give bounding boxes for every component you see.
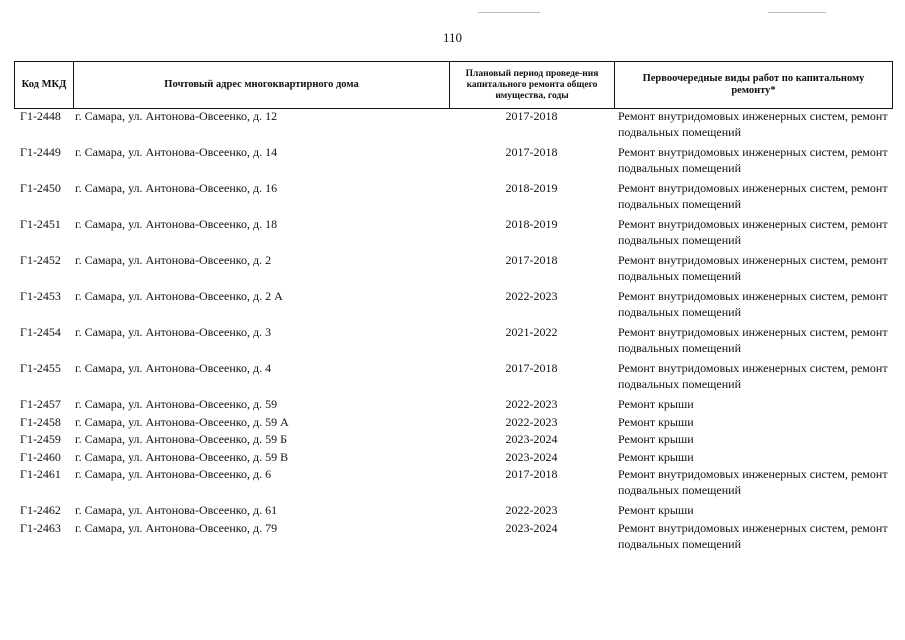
row-address: г. Самара, ул. Антонова-Овсеенко, д. 61 (75, 503, 278, 517)
row-period: 2017-2018 (505, 361, 558, 375)
row-period: 2023-2024 (505, 432, 558, 446)
page-number: 110 (442, 30, 463, 45)
row-period: 2017-2018 (505, 467, 558, 481)
row-period: 2017-2018 (505, 145, 558, 159)
table-row (14, 180, 893, 216)
table-row (14, 324, 893, 360)
row-code: Г1-2455 (20, 361, 61, 375)
row-code: Г1-2463 (20, 520, 61, 535)
row-code: Г1-2461 (20, 467, 61, 481)
row-works: Ремонт внутридомовых инженерных систем, ремонт подвальных помещений (618, 467, 888, 497)
row-code: Г1-2452 (20, 253, 61, 267)
row-period: 2022-2023 (505, 289, 558, 303)
row-works: Ремонт внутридомовых инженерных систем, ремонт подвальных помещений (618, 253, 888, 283)
table-row (14, 449, 893, 467)
table-header (14, 61, 893, 109)
table-row (14, 288, 893, 324)
row-code: Г1-2454 (20, 325, 61, 339)
row-works: Ремонт внутридомовых инженерных систем, ремонт подвальных помещений (618, 325, 888, 355)
table-row (14, 414, 893, 432)
row-code: Г1-2459 (20, 432, 61, 446)
table-row (14, 431, 893, 449)
header-period: Плановый период проведе-ния капитального ремонта общего имущества, годы (450, 62, 615, 108)
table-row (14, 360, 893, 396)
row-address: г. Самара, ул. Антонова-Овсеенко, д. 14 (75, 145, 278, 159)
row-code: Г1-2451 (20, 217, 61, 231)
row-address: г. Самара, ул. Антонова-Овсеенко, д. 59 А (75, 414, 289, 429)
row-address: г. Самара, ул. Антонова-Овсеенко, д. 2 (75, 253, 272, 267)
row-code: Г1-2449 (20, 145, 61, 159)
row-works: Ремонт внутридомовых инженерных систем, ремонт подвальных помещений (618, 289, 888, 319)
row-address: г. Самара, ул. Антонова-Овсеенко, д. 59 Б (75, 432, 287, 446)
table-row (14, 108, 893, 144)
header-address: Почтовый адрес многоквартирного дома (74, 62, 450, 108)
row-works: Ремонт крыши (618, 397, 694, 411)
scan-artifact (478, 12, 540, 13)
table-row (14, 396, 893, 414)
row-address: г. Самара, ул. Антонова-Овсеенко, д. 12 (75, 109, 278, 123)
table-row (14, 216, 893, 252)
row-works: Ремонт крыши (618, 432, 694, 446)
row-works: Ремонт крыши (618, 449, 694, 464)
row-works: Ремонт внутридомовых инженерных систем, ремонт подвальных помещений (618, 520, 888, 551)
row-period: 2023-2024 (505, 449, 558, 464)
row-code: Г1-2458 (20, 414, 61, 429)
row-code: Г1-2453 (20, 289, 61, 303)
row-address: г. Самара, ул. Антонова-Овсеенко, д. 2 А (75, 289, 283, 303)
table-body (14, 108, 893, 556)
row-address: г. Самара, ул. Антонова-Овсеенко, д. 18 (75, 217, 278, 231)
row-period: 2017-2018 (505, 253, 558, 267)
row-period: 2017-2018 (505, 109, 558, 123)
row-period: 2018-2019 (505, 217, 558, 231)
row-address: г. Самара, ул. Антонова-Овсеенко, д. 59 В (75, 449, 289, 464)
row-code: Г1-2448 (20, 109, 61, 123)
row-works: Ремонт крыши (618, 414, 694, 429)
row-works: Ремонт внутридомовых инженерных систем, ремонт подвальных помещений (618, 109, 888, 139)
row-works: Ремонт внутридомовых инженерных систем, ремонт подвальных помещений (618, 217, 888, 247)
table-row (14, 144, 893, 180)
row-address: г. Самара, ул. Антонова-Овсеенко, д. 16 (75, 181, 278, 195)
scan-artifact (768, 12, 826, 13)
row-period: 2022-2023 (505, 503, 558, 517)
row-period: 2022-2023 (505, 397, 558, 411)
header-works: Первоочередные виды работ по капитальному ремонту* (642, 73, 865, 96)
row-period: 2022-2023 (505, 414, 558, 429)
row-period: 2018-2019 (505, 181, 558, 195)
row-address: г. Самара, ул. Антонова-Овсеенко, д. 6 (75, 467, 272, 481)
table-row (14, 520, 893, 556)
row-works: Ремонт внутридомовых инженерных систем, ремонт подвальных помещений (618, 361, 888, 391)
row-address: г. Самара, ул. Антонова-Овсеенко, д. 59 (75, 397, 278, 411)
row-code: Г1-2460 (20, 449, 61, 464)
row-code: Г1-2450 (20, 181, 61, 195)
row-address: г. Самара, ул. Антонова-Овсеенко, д. 3 (75, 325, 272, 339)
row-works: Ремонт крыши (618, 503, 694, 517)
table-row (14, 466, 893, 502)
row-works: Ремонт внутридомовых инженерных систем, ремонт подвальных помещений (618, 181, 888, 211)
row-works: Ремонт внутридомовых инженерных систем, ремонт подвальных помещений (618, 145, 888, 175)
row-code: Г1-2462 (20, 503, 61, 517)
row-period: 2023-2024 (505, 520, 558, 535)
table-row (14, 502, 893, 520)
table-row (14, 252, 893, 288)
header-code: Код МКД (15, 62, 74, 108)
row-address: г. Самара, ул. Антонова-Овсеенко, д. 79 (75, 520, 278, 535)
row-period: 2021-2022 (505, 325, 558, 339)
row-code: Г1-2457 (20, 397, 61, 411)
row-address: г. Самара, ул. Антонова-Овсеенко, д. 4 (75, 361, 272, 375)
